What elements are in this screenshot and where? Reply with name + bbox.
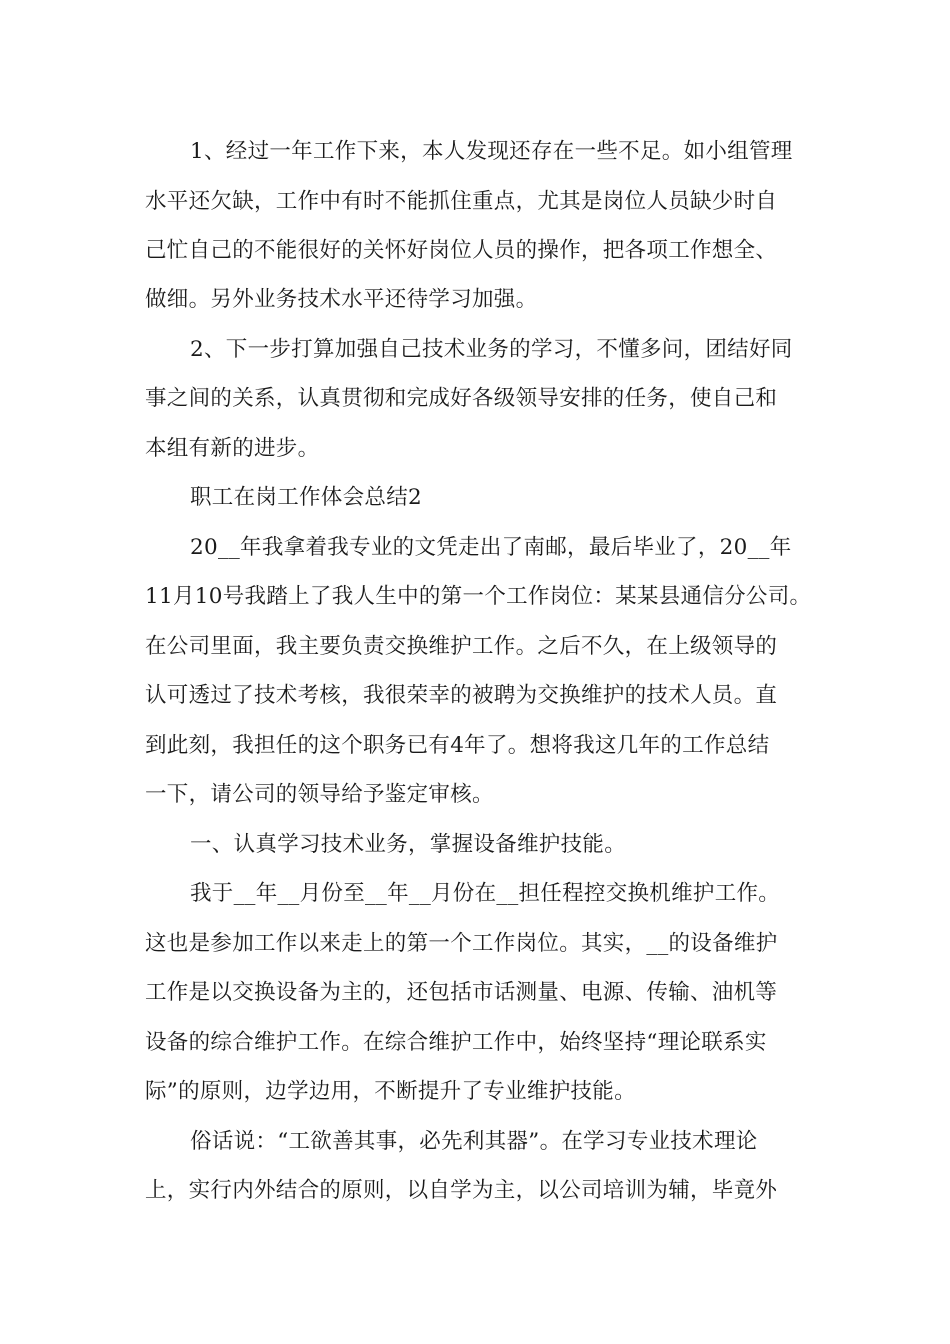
paragraph-line: 水平还欠缺，工作中有时不能抓住重点，尤其是岗位人员缺少时自: [145, 189, 778, 214]
paragraph-line: 20__年我拿着我专业的文凭走出了南邮，最后毕业了，20__年: [190, 535, 792, 560]
paragraph-line: 己忙自己的不能很好的关怀好岗位人员的操作，把各项工作想全、: [145, 238, 778, 263]
paragraph-line: 设备的综合维护工作。在综合维护工作中，始终坚持“理论联系实: [145, 1030, 767, 1055]
paragraph-line: 工作是以交换设备为主的，还包括市话测量、电源、传输、油机等: [145, 980, 778, 1005]
paragraph-line: 在公司里面，我主要负责交换维护工作。之后不久，在上级领导的: [145, 634, 778, 659]
paragraph-line: 这也是参加工作以来走上的第一个工作岗位。其实，__的设备维护: [145, 931, 778, 956]
paragraph-line: 2、下一步打算加强自己技术业务的学习，不懂多问，团结好同: [190, 337, 793, 362]
paragraph-line: 做细。另外业务技术水平还待学习加强。: [145, 287, 538, 312]
paragraph-line: 本组有新的进步。: [145, 436, 320, 461]
paragraph-line: 际”的原则，边学边用，不断提升了专业维护技能。: [145, 1079, 636, 1104]
paragraph-line: 11月10号我踏上了我人生中的第一个工作岗位：某某县通信分公司。: [145, 584, 812, 609]
paragraph-line: 认可透过了技术考核，我很荣幸的被聘为交换维护的技术人员。直: [145, 683, 778, 708]
paragraph-line: 上，实行内外结合的原则，以自学为主，以公司培训为辅，毕竟外: [145, 1178, 778, 1203]
section-title: 职工在岗工作体会总结2: [190, 485, 422, 510]
paragraph-line: 1、经过一年工作下来，本人发现还存在一些不足。如小组管理: [190, 139, 793, 164]
paragraph-line: 事之间的关系，认真贯彻和完成好各级领导安排的任务，使自己和: [145, 386, 778, 411]
paragraph-line: 我于__年__月份至__年__月份在__担任程控交换机维护工作。: [190, 881, 781, 906]
paragraph-line: 俗话说：“工欲善其事，必先利其器”。在学习专业技术理论: [190, 1129, 758, 1154]
paragraph-line: 一下，请公司的领导给予鉴定审核。: [145, 782, 494, 807]
paragraph-line: 到此刻，我担任的这个职务已有4年了。想将我这几年的工作总结: [145, 733, 770, 758]
section-heading: 一、认真学习技术业务，掌握设备维护技能。: [190, 832, 627, 857]
